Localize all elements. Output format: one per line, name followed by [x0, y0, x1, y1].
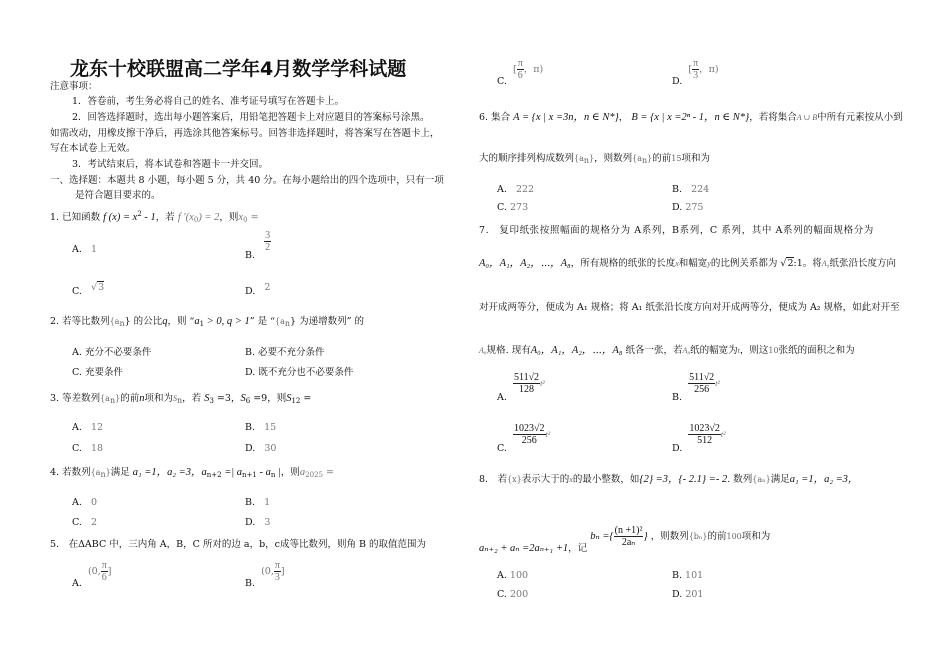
q6-option-b[interactable]: B. 224	[672, 184, 710, 195]
q7-option-b[interactable]: B. $\frac{511√2}{256}$ t²	[672, 372, 720, 403]
q2-option-b[interactable]: B. 必要不充分条件	[245, 347, 325, 358]
q3-option-c[interactable]: C. 18	[72, 443, 104, 454]
question-3: 3. 等差数列$\{a_n\}$的前n项和为$S_n$，若 $S_3 =3$，$S_6 =9$，则$S_{12}$ =	[50, 393, 312, 405]
notice-heading: 注意事项：	[50, 81, 98, 92]
question-6-cont: 大的顺序排列构成数列$\{a_n\}$，则数列$\{a_n\}$的前15项和为	[479, 153, 710, 165]
q1-option-b[interactable]: B. $\frac{3}{2}$	[245, 230, 271, 261]
question-7: 7. 复印纸张按照幅面的规格分为 A系列，B系列，C 系列，其中 A系列的幅面规格分为	[479, 225, 874, 236]
q7-option-a[interactable]: A. $\frac{511√2}{128}$ t²	[497, 372, 545, 403]
q1-option-d[interactable]: D. 2	[245, 282, 271, 297]
q6-option-d[interactable]: D. 275	[672, 202, 704, 213]
q5-option-b[interactable]: B. (0, $\frac{\pi}{3}$ ]	[245, 560, 285, 589]
notice-line-2: 2．回答选择题时，选出每小题答案后，用铅笔把答题卡上对应题目的答案标号涂黑。	[72, 112, 430, 123]
q2-option-d[interactable]: D. 既不充分也不必要条件	[245, 367, 354, 378]
notice-line-5: 3．考试结束后，将本试卷和答题卡一并交回。	[72, 159, 269, 170]
question-7-line-3: 对开成两等分，便成为 A₁ 规格；将 A₁ 纸张沿长度方向对开成两等分，便成为 A₂ 规格，如此对开至	[479, 302, 900, 313]
section-heading: 一、选择题：本题共 8 小题，每小题 5 分，共 40 分。在每小题给出的四个选项中，只有一项	[50, 175, 444, 186]
q5-option-c[interactable]: C. [ $\frac{\pi}{6}$ ，π)	[497, 58, 544, 87]
question-8-line-2: aₙ₊₂ + aₙ =2aₙ₊₁ +1，记 bₙ ={ $\frac{\text{(n +1)²}}{\text{2aₙ}}$ } ，则数列{bₙ}的前100项和为	[479, 525, 771, 554]
q1-option-a[interactable]: A. 1	[72, 244, 97, 255]
q1-option-c[interactable]: C. √3	[72, 282, 105, 297]
q8-option-d[interactable]: D. 201	[672, 589, 704, 600]
question-1: 1. 已知函数 f $(x) = x^2 - 1$，若 f $'(x_0) = 2$，则$x_0$ =	[50, 210, 259, 224]
q3-option-a[interactable]: A. 12	[72, 422, 104, 433]
question-5: 5. 在ΔABC 中，三内角 A，B，C 所对的边 a，b，c成等比数列，则角 B 的取值范围为	[50, 539, 426, 550]
section-heading-cont: 是符合题目要求的。	[75, 190, 161, 201]
question-7-line-4: A₈规格. 现有A₀，A₁，A₂，⋯，A₈ 纸各一张，若A₈纸的幅宽为t，则这10张纸的面积之和为	[479, 345, 855, 356]
notice-line-4: 写在本试卷上无效。	[50, 143, 136, 154]
q3-option-b[interactable]: B. 15	[245, 422, 277, 433]
q4-option-b[interactable]: B. 1	[245, 497, 271, 508]
notice-line-3: 如需改动，用橡皮擦干净后，再选涂其他答案标号。回答非选择题时，将答案写在答题卡上，	[50, 128, 440, 139]
q6-option-a[interactable]: A. 222	[497, 184, 535, 195]
question-2: 2. 若等比数列$\{a_n\}$ 的公比q，则 “$a_1 > 0$, q > 1” 是 “$\{a_n\}$ 为递增数列” 的	[50, 316, 364, 328]
question-8: 8. 若{x}表示大于的x的最小整数，如{2} =3，{- 2.1} =- 2. 数列{aₙ}满足a₁ =1，a₂ =3，	[479, 474, 859, 485]
q4-option-c[interactable]: C. 2	[72, 517, 98, 528]
q6-option-c[interactable]: C. 273	[497, 202, 529, 213]
q3-option-d[interactable]: D. 30	[245, 443, 277, 454]
question-6: 6. 集合 A = {x | x =3n，n ∈ N*}， B = {x | x =2ⁿ - 1，n ∈ N*}，若将集合A ∪ B中所有元素按从小到	[479, 112, 903, 123]
question-7-line-2: A₀，A₁，A₂，⋯，A₈，所有规格的纸张的长度x和幅宽y的比例关系都为 √2:1。将A₀纸张沿长度方向	[479, 258, 896, 269]
q8-option-c[interactable]: C. 200	[497, 589, 529, 600]
q4-option-a[interactable]: A. 0	[72, 497, 97, 508]
q5-option-a[interactable]: A. (0, $\frac{\pi}{6}$ ]	[72, 560, 112, 589]
q7-option-d[interactable]: D. $\frac{1023√2}{512}$ t²	[672, 423, 726, 454]
q2-option-c[interactable]: C. 充要条件	[72, 367, 123, 378]
notice-line-1: 1．答卷前，考生务必将自己的姓名、准考证号填写在答题卡上。	[72, 96, 345, 107]
q4-option-d[interactable]: D. 3	[245, 517, 271, 528]
question-4: 4. 若数列$\{a_n\}$满足 a₁ =1，a₂ =3，$a_{n+2}$ =| $a_{n+1} - a_n$ |，则$a_{2025}$ =	[50, 467, 334, 479]
q5-option-d[interactable]: D. [ $\frac{\pi}{3}$ ，π)	[672, 58, 719, 87]
q2-option-a[interactable]: A. 充分不必要条件	[72, 347, 152, 358]
q8-option-a[interactable]: A. 100	[497, 570, 529, 581]
q7-option-c[interactable]: C. $\frac{1023√2}{256}$ t²	[497, 423, 551, 454]
page-title: 龙东十校联盟高二学年4月数学学科试题	[70, 58, 407, 80]
q8-option-b[interactable]: B. 101	[672, 570, 704, 581]
